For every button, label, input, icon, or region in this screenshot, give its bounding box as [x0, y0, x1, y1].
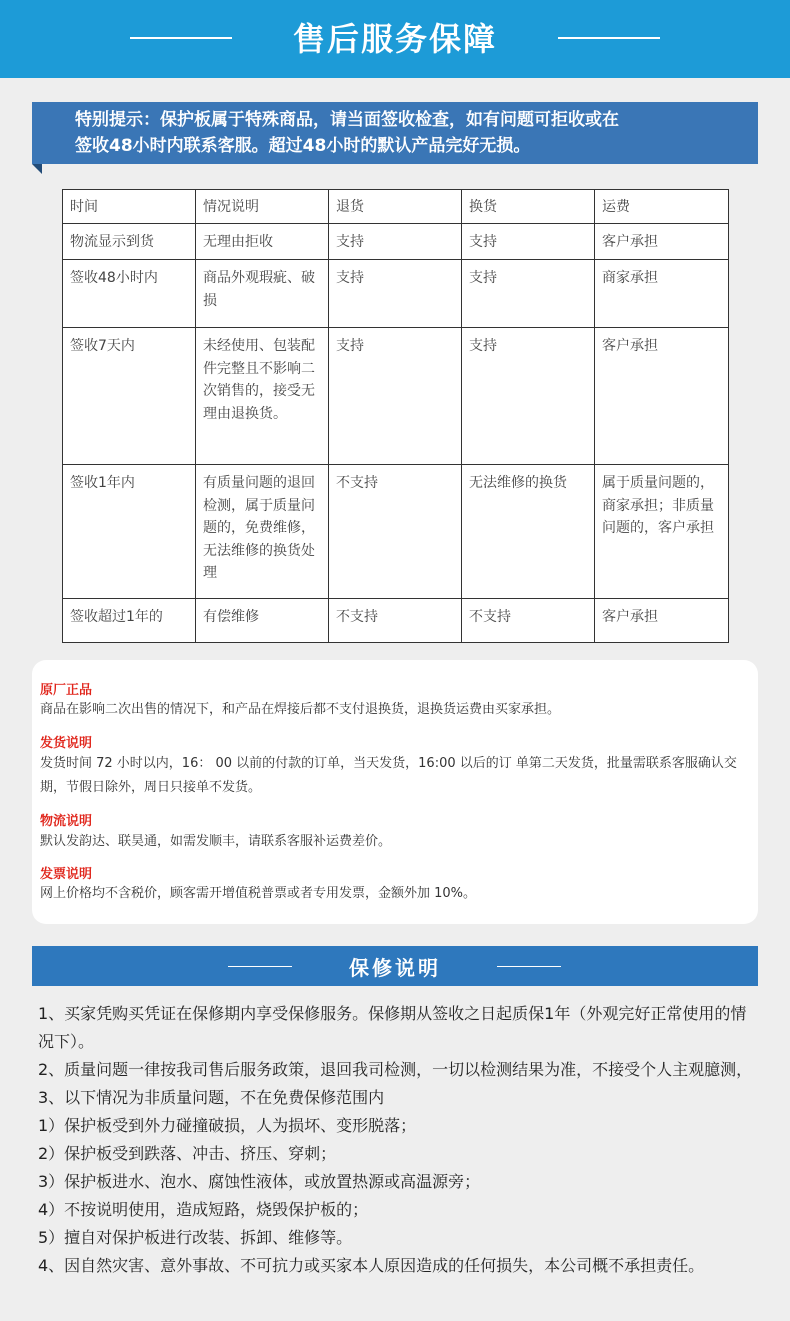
section-title-shipping: 发货说明: [40, 736, 93, 751]
header-cell: 换货: [462, 190, 595, 224]
table-cell: 支持: [329, 328, 462, 465]
table-row: [63, 260, 729, 328]
header-cell: 运费: [595, 190, 729, 224]
section-title-invoice: 发票说明: [40, 867, 93, 882]
header-divider-right: [558, 37, 660, 39]
table-cell: 签收48小时内: [63, 260, 196, 328]
section-text-genuine: 商品在影响二次出售的情况下，和产品在焊接后都不支付退换货，退换货运费由买家承担。: [40, 702, 561, 717]
section-title-logistics: 物流说明: [40, 814, 93, 829]
after-sales-policy-table: [62, 189, 729, 643]
table-cell: 商家承担: [595, 260, 729, 328]
info-panel: [32, 660, 758, 924]
header-cell: 情况说明: [196, 190, 329, 224]
table-cell: 属于质量问题的，商家承担；非质量问题的，客户承担: [595, 465, 729, 599]
section-text-logistics: 默认发韵达、联昊通，如需发顺丰，请联系客服补运费差价。: [40, 834, 392, 849]
table-row: [63, 599, 729, 643]
table-cell: 有偿维修: [196, 599, 329, 643]
table-row: [63, 223, 729, 260]
warranty-title: 保修说明: [349, 956, 441, 980]
section-text-invoice: 网上价格均不含税价，顾客需开增值税普票或者专用发票，金额外加 10%。: [40, 886, 477, 901]
table-cell: 支持: [329, 260, 462, 328]
table-cell: 不支持: [462, 599, 595, 643]
page-title: 售后服务保障: [292, 20, 497, 58]
table-cell: 签收超过1年的: [63, 599, 196, 643]
notice-fold-decoration: [32, 164, 42, 174]
table-cell: 签收1年内: [63, 465, 196, 599]
table-cell: 支持: [462, 328, 595, 465]
table-cell: 有质量问题的退回检测，属于质量问题的，免费维修，无法维修的换货处理: [196, 465, 329, 599]
table-cell: 客户承担: [595, 599, 729, 643]
warranty-item: 2、质量问题一律按我司售后服务政策，退回我司检测，一切以检测结果为准，不接受个人主观臆测，: [38, 1060, 753, 1079]
notice-line-1: 特别提示：保护板属于特殊商品，请当面签收检查，如有问题可拒收或在: [75, 110, 619, 130]
warranty-item: 1）保护板受到外力碰撞破损，人为损坏、变形脱落；: [38, 1116, 417, 1135]
table-cell: 客户承担: [595, 328, 729, 465]
warranty-banner: [32, 946, 758, 986]
table-cell: 签收7天内: [63, 328, 196, 465]
table-row: [63, 328, 729, 465]
warranty-item: 2）保护板受到跌落、冲击、挤压、穿刺；: [38, 1144, 337, 1163]
header-banner: [0, 0, 790, 78]
table-cell: 支持: [462, 223, 595, 260]
warranty-item: 4）不按说明使用，造成短路，烧毁保护板的；: [38, 1200, 369, 1219]
table-cell: 未经使用、包装配件完整且不影响二次销售的，接受无理由退换货。: [196, 328, 329, 465]
warranty-item: 5）擅自对保护板进行改装、拆卸、维修等。: [38, 1228, 353, 1247]
table-cell: 物流显示到货: [63, 223, 196, 260]
table-cell: 商品外观瑕疵、破损: [196, 260, 329, 328]
table-cell: 客户承担: [595, 223, 729, 260]
table-cell: 不支持: [329, 465, 462, 599]
special-notice: [32, 102, 758, 164]
table-cell: 无法维修的换货: [462, 465, 595, 599]
table-cell: 不支持: [329, 599, 462, 643]
section-text-shipping: 发货时间 72 小时以内，16： 00 以前的付款的订单，当天发货，16:00 以后的订 单第二天发货，批量需联系客服确认交期，节假日除外，周日只接单不发货。: [40, 756, 737, 795]
warranty-item: 3）保护板进水、泡水、腐蚀性液体，或放置热源或高温源旁；: [38, 1172, 481, 1191]
warranty-terms: [38, 1000, 760, 1280]
warranty-item: 3、以下情况为非质量问题，不在免费保修范围内: [38, 1088, 385, 1107]
warranty-item: 1、买家凭购买凭证在保修期内享受保修服务。保修期从签收之日起质保1年（外观完好正常使用的情况下）。: [38, 1004, 747, 1051]
table-row: [63, 465, 729, 599]
table-cell: 支持: [462, 260, 595, 328]
banner-divider-right: [497, 966, 561, 967]
header-cell: 时间: [63, 190, 196, 224]
table-cell: 支持: [329, 223, 462, 260]
notice-line-2: 签收48小时内联系客服。超过48小时的默认产品完好无损。: [75, 136, 531, 156]
warranty-item: 4、因自然灾害、意外事故、不可抗力或买家本人原因造成的任何损失，本公司概不承担责任。: [38, 1256, 705, 1275]
table-cell: 无理由拒收: [196, 223, 329, 260]
section-title-genuine: 原厂正品: [40, 683, 93, 698]
table-header-row: [63, 190, 729, 224]
header-cell: 退货: [329, 190, 462, 224]
